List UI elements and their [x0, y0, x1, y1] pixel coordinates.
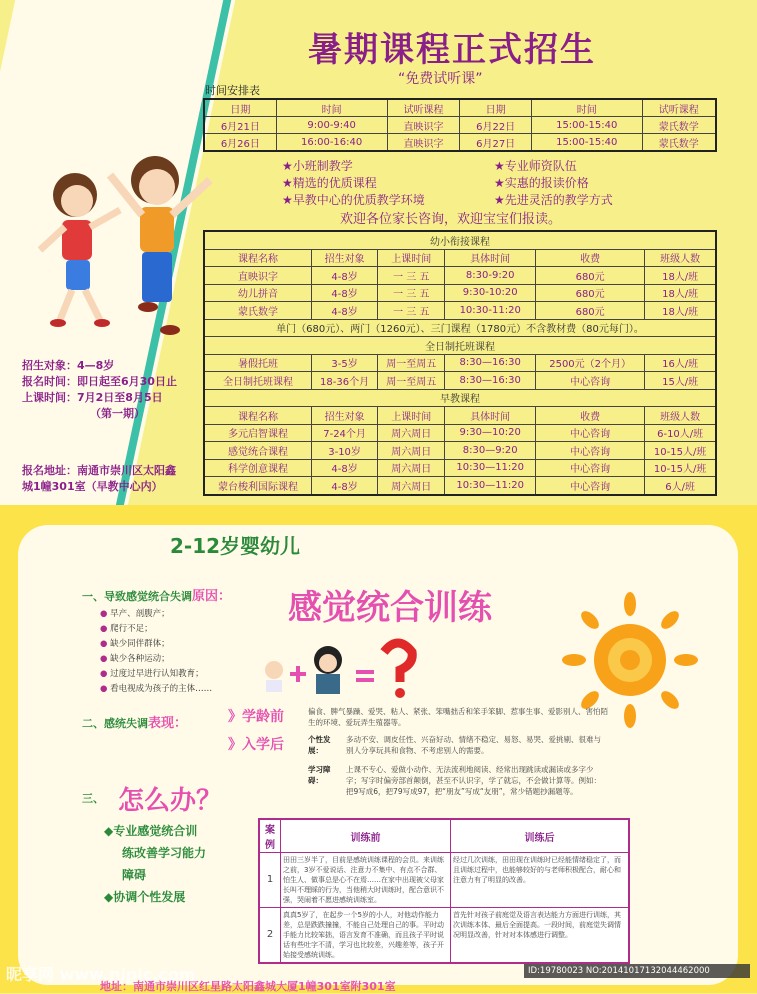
section-1-highlight: 原因： — [192, 589, 232, 604]
table-cell: 一 三 五 — [378, 267, 445, 285]
table-cell: 周六周日 — [378, 477, 445, 495]
table-cell: 4-8岁 — [312, 477, 378, 495]
table-cell: 幼儿拼音 — [204, 284, 312, 302]
table-cell: 4-8岁 — [312, 284, 378, 302]
help-item: ◆专业感觉统合训 — [104, 824, 198, 838]
table-cell: 中心咨询 — [535, 442, 644, 460]
pre-school-tag: 》学龄前 — [228, 709, 284, 725]
table-row — [204, 284, 716, 302]
header-cell: 收费 — [535, 407, 644, 425]
section-row — [204, 231, 716, 249]
table-cell: 一 三 五 — [378, 284, 445, 302]
enroll-address-1: 报名地址：南通市崇川区太阳鑫 — [22, 464, 176, 477]
table-row — [204, 372, 716, 390]
header-cell: 课程名称 — [204, 249, 312, 267]
table-cell: 蒙氏数学 — [204, 302, 312, 320]
price-note: 单门（680元）、两门（1260元）、三门课程（1780元）不含教材费（80元每门）。 — [204, 319, 716, 337]
header-cell: 试听课程 — [642, 99, 716, 117]
table-cell: 多元启智课程 — [204, 424, 312, 442]
bottom-title-2: 感觉统合训练 — [288, 588, 492, 628]
table-cell: 10:30-11:20 — [445, 302, 536, 320]
header-cell: 时间 — [531, 99, 642, 117]
welcome-text: 欢迎各位家长咨询，欢迎宝宝们报读。 — [340, 212, 562, 227]
section-row — [204, 337, 716, 355]
courses-table — [203, 230, 717, 496]
header-cell: 招生对象 — [312, 407, 378, 425]
header-cell: 具体时间 — [445, 407, 536, 425]
feature-item: ★早教中心的优质教学环境 — [282, 193, 425, 207]
case-number: 2 — [259, 908, 281, 964]
bottom-title-1: 2-12岁婴幼儿 — [170, 534, 301, 558]
table-cell: 6-10人/班 — [645, 424, 716, 442]
case-after: 首先针对孩子前庭觉及语言表达能力方面进行训练，其次训练本体、最后全面提高。一段时间，前庭觉失调情况明显改善，针对对本体感进行调整。 — [451, 908, 630, 964]
header-cell: 上课时间 — [378, 249, 445, 267]
help-item: 练改善学习能力 — [122, 846, 207, 860]
plus-icon — [290, 666, 306, 682]
table-cell: 10:30—11:20 — [445, 477, 536, 495]
table-cell: 15:00-15:40 — [531, 117, 642, 134]
header-cell: 训练后 — [451, 819, 630, 853]
learn-label: 学习障碍： — [308, 765, 331, 785]
school-age-tag: 》入学后 — [228, 737, 284, 753]
table-cell: 680元 — [535, 267, 644, 285]
table-cell: 15:00-15:40 — [531, 134, 642, 152]
table-cell: 9:30-10:20 — [445, 284, 536, 302]
section-1-heading — [82, 585, 231, 604]
table-cell: 周六周日 — [378, 442, 445, 460]
table-row — [204, 354, 716, 372]
table-row — [204, 442, 716, 460]
table-cell: 18人/班 — [645, 302, 716, 320]
table-cell: 科学创意课程 — [204, 459, 312, 477]
watermark-logo: 昵享网 www.nipic.com — [6, 965, 196, 984]
section-heading: 全日制托班课程 — [204, 337, 716, 355]
table-cell: 6月21日 — [204, 117, 276, 134]
header-cell: 上课时间 — [378, 407, 445, 425]
enroll-target: 招生对象：4—8岁 — [22, 359, 115, 372]
header-cell: 案例 — [259, 819, 281, 853]
case-before: 田田三岁半了，目前是感统训练课程的会员。来训练之前，3岁不爱说话、注意力不集中、有点不合群、怕生人、做事总是心不在焉……在家中出现被父母家长叫不理睬的行为，当他稍大时训练时，配合意识不强，哭闹着不愿进感统训练室。 — [281, 853, 451, 908]
section-2-label: 二、感统失调 — [82, 717, 148, 730]
table-cell: 中心咨询 — [535, 477, 644, 495]
reason-item: ● 过度过早进行认知教育； — [100, 667, 204, 679]
enroll-class-time: 上课时间：7月2日至8月5日 — [22, 391, 163, 404]
case-after: 经过几次训练，田田现在训练时已经能情绪稳定了，而且训练过程中，也能够较好的与老师积极配合，耐心和注意力有了明显的改善。 — [451, 853, 630, 908]
page-title: 暑期课程正式招生 — [308, 30, 596, 70]
table-cell: 10-15人/班 — [645, 442, 716, 460]
reason-item: ● 爬行不足； — [100, 622, 153, 634]
table-cell: 周六周日 — [378, 424, 445, 442]
table-cell: 3-5岁 — [312, 354, 378, 372]
boy-figure — [110, 156, 210, 335]
table-cell: 6月27日 — [460, 134, 531, 152]
table-row — [204, 302, 716, 320]
table-cell: 8:30—16:30 — [445, 354, 536, 372]
enroll-phase: （第一期） — [90, 407, 145, 420]
table-row — [204, 134, 716, 152]
table-cell: 8:30-9:20 — [445, 267, 536, 285]
baby-icon — [265, 661, 283, 692]
pre-school-text: 偏食、脾气暴躁、爱哭、粘人、紧张、笨嘴拙舌和笨手笨脚、惹事生事、爱影别人、害怕陌生的环境、爱玩弄生殖器等。 — [308, 707, 608, 727]
table-cell: 周一至周五 — [378, 372, 445, 390]
table-cell: 2500元（2个月） — [535, 354, 644, 372]
header-cell: 时间 — [276, 99, 387, 117]
header-cell: 试听课程 — [387, 99, 460, 117]
table-cell: 4-8岁 — [312, 459, 378, 477]
table-cell: 7-24个月 — [312, 424, 378, 442]
table-cell: 16:00-16:40 — [276, 134, 387, 152]
table-cell: 680元 — [535, 302, 644, 320]
section-2-heading — [82, 712, 187, 731]
note-row — [204, 319, 716, 337]
header-cell: 具体时间 — [445, 249, 536, 267]
footer-address: 地址：南通市崇川区红星路太阳鑫城大厦1幢301室附301室 — [100, 980, 396, 993]
reason-item: ● 缺少同伴群体； — [100, 637, 170, 649]
table-row — [259, 853, 629, 908]
table-cell: 10-15人/班 — [645, 459, 716, 477]
table-cell: 蒙台梭利国际课程 — [204, 477, 312, 495]
header-cell: 收费 — [535, 249, 644, 267]
table-cell: 18-36个月 — [312, 372, 378, 390]
header-cell: 招生对象 — [312, 249, 378, 267]
girl-figure — [40, 173, 120, 327]
kids-illustration — [30, 135, 230, 345]
table-cell: 6月26日 — [204, 134, 276, 152]
table-row — [204, 477, 716, 495]
feature-item: ★实惠的报读价格 — [494, 176, 589, 190]
table-cell: 8:30—9:20 — [445, 442, 536, 460]
table-header-row — [204, 99, 716, 117]
what-to-do-title: 怎么办？ — [118, 786, 223, 816]
schedule-label: 时间安排表 — [205, 84, 260, 97]
table-cell: 4-8岁 — [312, 302, 378, 320]
table-cell: 感觉统合课程 — [204, 442, 312, 460]
section-row — [204, 389, 716, 407]
table-header-row — [204, 407, 716, 425]
reason-item: ● 看电视成为孩子的主体…… — [100, 682, 212, 694]
table-header-row — [204, 249, 716, 267]
table-cell: 9:00-9:40 — [276, 117, 387, 134]
enroll-address-2: 城1幢301室（早教中心内） — [22, 480, 163, 493]
table-cell: 直映识字 — [387, 134, 460, 152]
reason-item: ● 早产、剖腹产； — [100, 607, 170, 619]
table-cell: 直映识字 — [204, 267, 312, 285]
table-cell: 蒙氏数学 — [642, 134, 716, 152]
header-cell: 日期 — [204, 99, 276, 117]
equation-graphic — [262, 630, 422, 700]
feature-item: ★精选的优质课程 — [282, 176, 377, 190]
table-cell: 周一至周五 — [378, 354, 445, 372]
dev-text: 多动不安、调皮任性、兴奋好动、情绪不稳定、易怒、易哭、爱挑剔、很难与别人分享玩具和食物、不考虑别人的需要。 — [346, 735, 601, 755]
table-cell: 3-10岁 — [312, 442, 378, 460]
table-cell: 蒙氏数学 — [642, 117, 716, 134]
header-cell: 日期 — [460, 99, 531, 117]
enroll-signup: 报名时间：即日起至6月30日止 — [22, 375, 177, 388]
header-cell: 训练前 — [281, 819, 451, 853]
table-cell: 全日制托班课程 — [204, 372, 312, 390]
table-cell: 6月22日 — [460, 117, 531, 134]
table-cell: 10:30—11:20 — [445, 459, 536, 477]
reason-item: ● 缺少各种运动； — [100, 652, 170, 664]
help-item: ◆协调个性发展 — [104, 890, 186, 904]
feature-item: ★先进灵活的教学方式 — [494, 193, 613, 207]
table-cell: 4-8岁 — [312, 267, 378, 285]
section-heading: 早教课程 — [204, 389, 716, 407]
table-cell: 一 三 五 — [378, 302, 445, 320]
header-cell: 班级人数 — [645, 249, 716, 267]
equals-icon — [356, 670, 374, 682]
dev-label: 个性发展： — [308, 735, 331, 755]
case-number: 1 — [259, 853, 281, 908]
table-cell: 暑假托班 — [204, 354, 312, 372]
worried-parent-icon — [314, 646, 342, 694]
section-3-heading: 三、 — [82, 792, 104, 805]
table-header-row — [259, 819, 629, 853]
table-cell: 8:30—16:30 — [445, 372, 536, 390]
table-cell: 中心咨询 — [535, 424, 644, 442]
case-before: 真真5岁了，在起步一个5岁的小人，对他动作能力差，总是跌跌撞撞，不能自己处理自己的事。平时动手能力比较笨拙，语言发育不准确，而且孩子平时说话有些吐字不清，学习也比较差，兴趣差等，孩子开始接受感统训练。 — [281, 908, 451, 964]
table-cell: 16人/班 — [645, 354, 716, 372]
header-cell: 班级人数 — [645, 407, 716, 425]
section-1-label: 一、导致感觉统合失调 — [82, 590, 192, 603]
table-cell: 6人/班 — [645, 477, 716, 495]
case-table — [258, 818, 630, 964]
table-cell: 9:30—10:20 — [445, 424, 536, 442]
help-item: 障碍 — [122, 868, 147, 882]
section-2-highlight: 表现： — [148, 716, 188, 731]
schedule-table — [203, 98, 717, 152]
table-row — [204, 424, 716, 442]
table-cell: 15人/班 — [645, 372, 716, 390]
table-row — [204, 459, 716, 477]
table-cell: 18人/班 — [645, 284, 716, 302]
table-cell: 中心咨询 — [535, 372, 644, 390]
header-cell: 课程名称 — [204, 407, 312, 425]
table-cell: 直映识字 — [387, 117, 460, 134]
table-cell: 周六周日 — [378, 459, 445, 477]
table-cell: 中心咨询 — [535, 459, 644, 477]
section-heading: 幼小衔接课程 — [204, 231, 716, 249]
question-mark-icon — [384, 643, 412, 698]
table-cell: 680元 — [535, 284, 644, 302]
feature-item: ★小班制教学 — [282, 159, 353, 173]
feature-item: ★专业师资队伍 — [494, 159, 577, 173]
page-subtitle: “免费试听课” — [398, 71, 483, 87]
table-row — [204, 117, 716, 134]
watermark-id: ID:19780023 NO:20141017132044462000 — [524, 964, 750, 978]
table-row — [259, 908, 629, 964]
table-cell: 18人/班 — [645, 267, 716, 285]
learn-text: 上课不专心、爱做小动作、无法流利地阅读、经常出现跳读或漏读或多字少字；写字时偏旁部首颠倒，甚至不认识字，学了就忘，不会做计算等。例如：把9写成6，把79写成97，把“朋友”写成“友朋”，常少错题抄漏题等。 — [346, 765, 601, 796]
table-row — [204, 267, 716, 285]
